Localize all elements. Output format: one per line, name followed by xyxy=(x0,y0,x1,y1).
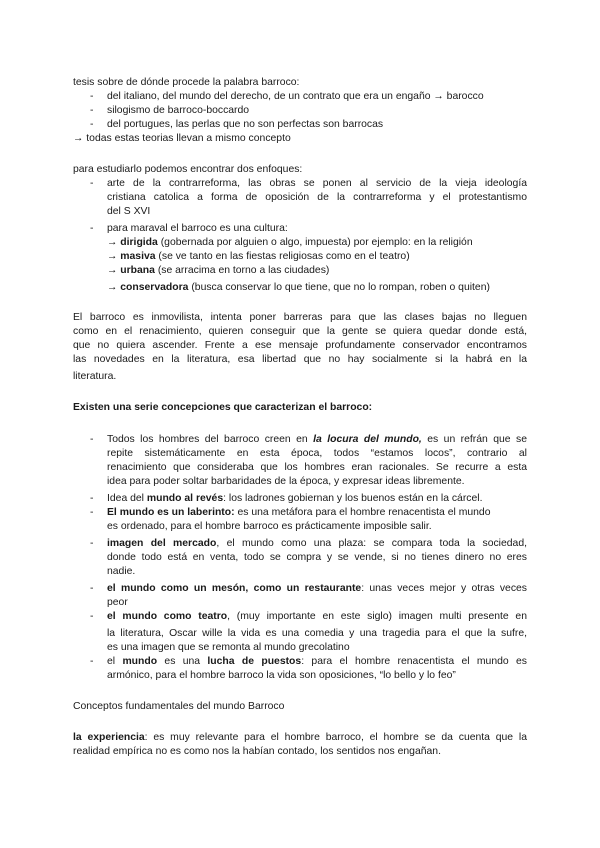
paragraph-line: literatura. xyxy=(73,371,117,382)
emphasis-term: la locura del mundo, xyxy=(313,434,422,445)
concept-line: renacimiento que consideraba que los hombres eran racionales. Se recurre a esta xyxy=(107,462,527,473)
concept-line: la literatura, Oscar wille la vida es una comedia y una tragedia para el que la sufre, xyxy=(107,628,527,639)
trait-description: (busca conservar lo que tiene, que no lo rompan, roben o quiten) xyxy=(188,282,490,293)
etymology-item: del portugues, las perlas que no son perfectas son barrocas xyxy=(107,119,384,130)
concept-line xyxy=(107,655,527,669)
section-heading: Conceptos fundamentales del mundo Barroco xyxy=(73,701,285,712)
emphasis-term: el mundo como teatro xyxy=(107,611,228,622)
concept-line xyxy=(107,610,527,624)
concept-line: armónico, para el hombre barroco la vida son oposiciones, “lo bello y lo feo” xyxy=(107,670,456,681)
culture-trait xyxy=(107,264,329,278)
concept-line: es ordenado, para el hombre barroco es prácticamente imposible salir. xyxy=(107,521,432,532)
trait-description: (se ve tanto en las fiestas religiosas como en el teatro) xyxy=(155,251,410,262)
arrow-icon: → xyxy=(107,265,118,276)
bullet-dash: - xyxy=(90,656,94,667)
definition-line: realidad empírica no es como nos la habían contado, los sentidos nos engañan. xyxy=(73,746,441,757)
etymology-intro: tesis sobre de dónde procede la palabra barroco: xyxy=(73,77,300,88)
paragraph-line: que no quiera ascender. Frente a ese mensaje profundamente conservador encontramos xyxy=(73,340,527,351)
arrow-icon: → xyxy=(107,237,118,248)
text-run: : para el hombre renacentista el mundo es xyxy=(301,656,527,667)
emphasis-term: lucha de puestos xyxy=(207,656,302,667)
concept-line: idea para poder soltar barbaridades de la época, y expresar ideas libremente. xyxy=(107,476,465,487)
bullet-dash: - xyxy=(90,507,94,518)
approaches-intro: para estudiarlo podemos encontrar dos enfoques: xyxy=(73,164,303,175)
text-run: es un refrán que se xyxy=(421,434,527,445)
text-run: : unas veces mejor y otras veces xyxy=(361,583,527,594)
concept-line: es una imagen que se remonta al mundo grecolatino xyxy=(107,642,350,653)
text-run: es una xyxy=(157,656,208,667)
approach-item-line: cristiana catolica a forma de oposición de la contrarreforma y el protestantismo xyxy=(107,192,527,203)
etymology-item: del italiano, del mundo del derecho, de un contrato que era un engaño → barocco xyxy=(107,91,484,102)
paragraph-line: las novedades en la literatura, esa libertad que no hay socialmente si la habrá en la xyxy=(73,354,527,365)
concept-line xyxy=(107,506,490,520)
etymology-item: silogismo de barroco-boccardo xyxy=(107,105,250,116)
definition-line xyxy=(73,731,527,745)
concept-line: peor xyxy=(107,597,128,608)
arrow-icon: → xyxy=(107,251,118,262)
emphasis-term: el mundo como un mesón, como un restaurante xyxy=(107,583,362,594)
approach-item: para maraval el barroco es una cultura: xyxy=(107,223,288,234)
bullet-dash: - xyxy=(90,91,94,102)
text-run: Todos los hombres del barroco creen en xyxy=(107,434,314,445)
bullet-dash: - xyxy=(90,223,94,234)
bullet-dash: - xyxy=(90,178,94,189)
etymology-conclusion: → todas estas teorias llevan a mismo concepto xyxy=(73,133,291,144)
concept-line xyxy=(107,582,527,596)
concept-line xyxy=(107,537,527,551)
emphasis-term: mundo al revés xyxy=(146,493,224,504)
trait-term: dirigida xyxy=(120,237,158,248)
trait-description: (gobernada por alguien o algo, impuesta) por ejemplo: en la religión xyxy=(157,237,473,248)
emphasis-term: imagen del mercado xyxy=(107,538,217,549)
text-run: : es muy relevante para el hombre barroco, el hombre se da cuenta que la xyxy=(144,732,527,743)
bullet-dash: - xyxy=(90,583,94,594)
section-heading: Existen una serie concepciones que caracterizan el barroco: xyxy=(73,402,373,413)
paragraph-line: como en el renacimiento, quieren conseguir que la gente se quiera quedar donde está, xyxy=(73,326,527,337)
trait-term: conservadora xyxy=(120,282,189,293)
text-run: es una metáfora para el hombre renacentista el mundo xyxy=(234,507,491,518)
text-run: , el mundo como una plaza: se compara toda la sociedad, xyxy=(216,538,527,549)
concept-line xyxy=(107,492,482,506)
bullet-dash: - xyxy=(90,434,94,445)
approach-item-line: arte de la contrarreforma, las obras se ponen al servicio de la vieja ideología xyxy=(107,178,527,189)
text-run: , (muy importante en este siglo) imagen multi presente en xyxy=(227,611,527,622)
culture-trait xyxy=(107,281,490,295)
bullet-dash: - xyxy=(90,538,94,549)
trait-description: (se arracima en torno a las ciudades) xyxy=(154,265,330,276)
arrow-icon: → xyxy=(107,282,118,293)
definition-term: la experiencia xyxy=(73,732,145,743)
bullet-dash: - xyxy=(90,105,94,116)
trait-term: urbana xyxy=(120,265,155,276)
emphasis-term: mundo xyxy=(122,656,158,667)
emphasis-term: El mundo es un laberinto: xyxy=(107,507,235,518)
concept-line: nadie. xyxy=(107,566,136,577)
concept-line xyxy=(107,433,527,447)
trait-term: masiva xyxy=(120,251,156,262)
text-run: Idea del xyxy=(107,493,147,504)
text-run: : los ladrones gobiernan y los buenos están en la cárcel. xyxy=(223,493,483,504)
paragraph-line: El barroco es inmovilista, intenta poner barreras para que las clases bajas no lleguen xyxy=(73,312,527,323)
text-run: el xyxy=(107,656,123,667)
bullet-dash: - xyxy=(90,119,94,130)
culture-trait xyxy=(107,250,410,264)
concept-line: donde todo está en venta, todo se compra y se vende, si no tienes dinero no eres xyxy=(107,552,527,563)
bullet-dash: - xyxy=(90,611,94,622)
culture-trait xyxy=(107,236,473,250)
concept-line: repite sistemáticamente en esta época, todos “estamos locos”, contrario al xyxy=(107,448,527,459)
approach-item-line: del S XVI xyxy=(107,206,151,217)
bullet-dash: - xyxy=(90,493,94,504)
